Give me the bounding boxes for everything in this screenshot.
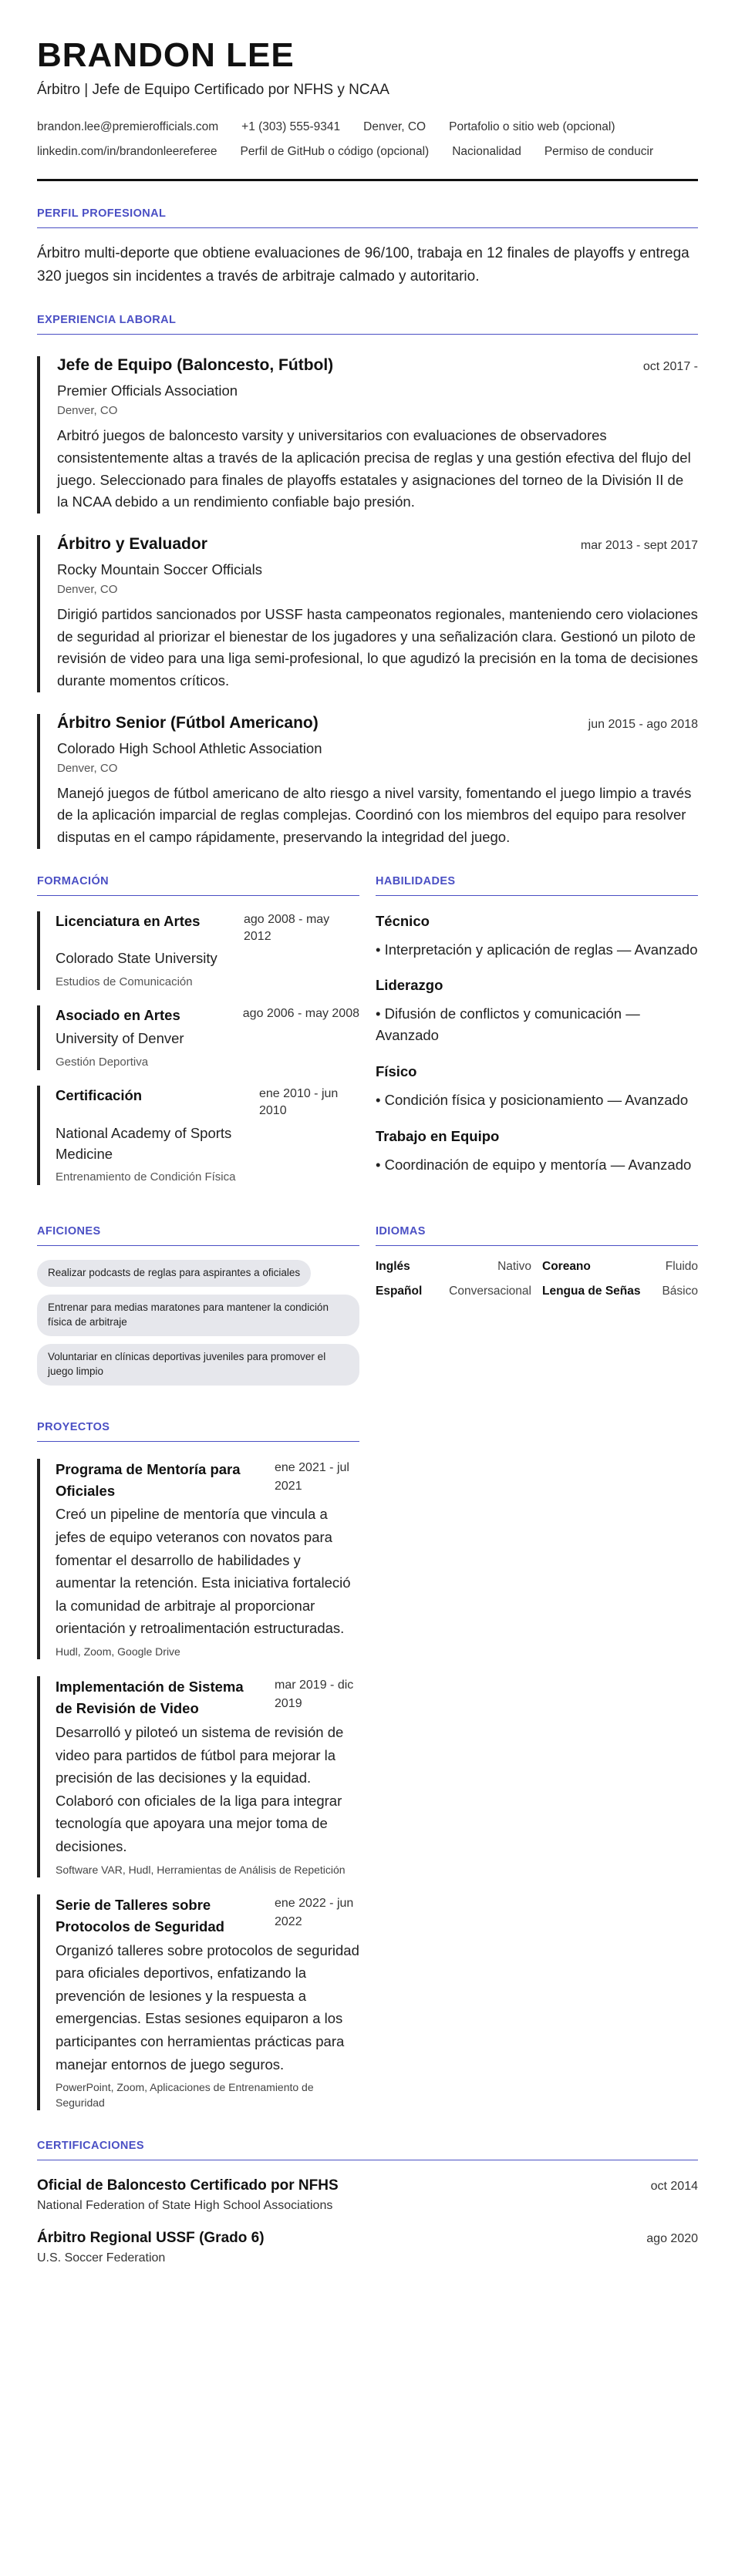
project-date: mar 2019 - dic 2019 xyxy=(275,1679,354,1711)
skill-item: • Condición física y posicionamiento — Avanzado xyxy=(376,1091,689,1108)
skill-category: Liderazgo xyxy=(376,977,443,994)
resume-header xyxy=(37,37,698,181)
institution-name: National Academy of Sports Medicine xyxy=(56,1124,232,1162)
experience-entry xyxy=(37,535,698,692)
skill-group xyxy=(376,913,698,961)
project-date: ene 2022 - jun 2022 xyxy=(275,1897,354,1929)
job-title: Jefe de Equipo (Baloncesto, Fútbol) xyxy=(57,356,334,375)
institution-name: Colorado State University xyxy=(56,950,217,967)
experience-entry xyxy=(37,356,698,514)
project-description: Organizó talleres sobre protocolos de seguridad para oficiales deportivos, enfatizando la prevención de lesiones y la respuesta a emergencias. Estas sesiones equiparon a los participantes con herramientas prácticas para manejar entornos de juego seguros. xyxy=(56,1941,359,2073)
skill-group xyxy=(376,1063,698,1111)
contact-linkedin[interactable]: linkedin.com/in/brandonleereferee xyxy=(37,145,217,159)
hobby-tag: Voluntariar en clínicas deportivas juveniles para promover el juego limpio xyxy=(37,1344,359,1386)
job-organization: Colorado High School Athletic Association xyxy=(57,739,322,756)
contact-website[interactable]: Portafolio o sitio web (opcional) xyxy=(449,120,615,134)
job-organization: Rocky Mountain Soccer Officials xyxy=(57,561,262,577)
job-description: Dirigió partidos sancionados por USSF hasta campeonatos regionales, manteniendo cero violaciones de seguridad al priorizar el bienestar de los jugadores y una señalización clara. Gestionó un piloto de revisión de video para una liga semi-profesional, lo que agudizó la precisión en la toma de decisiones durante momentos críticos. xyxy=(57,605,698,689)
section-title: PERFIL PROFESIONAL xyxy=(37,207,698,228)
certification-issuer: National Federation of State High School Associations xyxy=(37,2199,333,2213)
education-entry xyxy=(37,1005,359,1070)
section-title: IDIOMAS xyxy=(376,1225,698,1246)
language-item xyxy=(542,1285,698,1298)
language-name: Lengua de Señas xyxy=(542,1285,641,1298)
job-location: Denver, CO xyxy=(57,404,118,418)
projects-row xyxy=(37,1421,698,2111)
project-name: Implementación de Sistema de Revisión de Video xyxy=(56,1679,244,1717)
project-entry xyxy=(37,1676,359,1877)
empty-column xyxy=(376,1421,698,2111)
project-tools: Software VAR, Hudl, Herramientas de Análisis de Repetición xyxy=(56,1863,346,1876)
certification-entry xyxy=(37,2177,698,2213)
skill-category: Trabajo en Equipo xyxy=(376,1127,500,1144)
language-level: Conversacional xyxy=(449,1285,531,1298)
job-description: Arbitró juegos de baloncesto varsity y universitarios con evaluaciones de observadores consistentemente altas a través de la aplicación precisa de reglas y una gestión efectiva del flujo del juego. Seleccionado para finales de playoffs estatales y asignaciones del torneo de la División II de la NCAA debido a un rendimiento confiable bajo presión. xyxy=(57,427,691,510)
language-item xyxy=(376,1285,531,1298)
education-date: ago 2006 - may 2008 xyxy=(242,1007,359,1021)
project-name: Programa de Mentoría para Oficiales xyxy=(56,1460,241,1499)
job-date: oct 2017 - xyxy=(642,360,698,374)
degree-title: Licenciatura en Artes xyxy=(56,912,201,929)
contact-list xyxy=(37,120,698,159)
projects-section xyxy=(37,1421,359,2111)
field-of-study: Gestión Deportiva xyxy=(56,1055,149,1069)
contact-github[interactable]: Perfil de GitHub o código (opcional) xyxy=(240,145,430,159)
certification-entry xyxy=(37,2230,698,2265)
experience-entry xyxy=(37,714,698,849)
candidate-name: BRANDON LEE xyxy=(37,36,295,74)
field-of-study: Estudios de Comunicación xyxy=(56,975,193,989)
job-description: Manejó juegos de fútbol americano de alto riesgo a nivel varsity, fomentando el juego limpio a través de la aplicación imparcial de reglas complejas. Coordinó con los miembros del equipo para resolver disputas en el campo rápidamente, preservando la integridad del juego. xyxy=(57,784,692,845)
project-description: Creó un pipeline de mentoría que vincula a jefes de equipo veteranos con novatos para fomentar el desarrollo de habilidades y aumentar la retención. Esta iniciativa fortaleció la comunidad de arbitraje al proporcionar orientación y retroalimentación estructuradas. xyxy=(56,1506,351,1637)
language-name: Español xyxy=(376,1285,423,1298)
language-level: Nativo xyxy=(497,1260,531,1274)
education-entry xyxy=(37,1086,359,1185)
certifications-section xyxy=(37,2140,698,2265)
project-name: Serie de Talleres sobre Protocolos de Seguridad xyxy=(56,1897,224,1935)
field-of-study: Entrenamiento de Condición Física xyxy=(56,1170,236,1184)
skills-section xyxy=(376,875,698,1186)
section-title: FORMACIÓN xyxy=(37,875,359,896)
job-location: Denver, CO xyxy=(57,582,118,596)
job-location: Denver, CO xyxy=(57,761,118,775)
skill-group xyxy=(376,1128,698,1176)
section-title: EXPERIENCIA LABORAL xyxy=(37,314,698,335)
language-level: Fluido xyxy=(665,1260,698,1274)
language-name: Inglés xyxy=(376,1260,410,1274)
skill-category: Técnico xyxy=(376,912,430,929)
hobbies-languages-row xyxy=(37,1225,698,1392)
experience-section xyxy=(37,314,698,848)
institution-name: University of Denver xyxy=(56,1030,184,1047)
language-item xyxy=(376,1260,531,1274)
certification-name: Árbitro Regional USSF (Grado 6) xyxy=(37,2230,265,2247)
project-entry xyxy=(37,1459,359,1660)
section-title: HABILIDADES xyxy=(376,875,698,896)
language-name: Coreano xyxy=(542,1260,591,1274)
job-date: jun 2015 - ago 2018 xyxy=(588,717,698,731)
job-organization: Premier Officials Association xyxy=(57,382,238,399)
hobbies-section xyxy=(37,1225,359,1392)
project-tools: PowerPoint, Zoom, Aplicaciones de Entrenamiento de Seguridad xyxy=(56,2081,314,2109)
education-date: ago 2008 - may 2012 xyxy=(244,912,330,944)
language-list xyxy=(376,1260,698,1298)
header-divider xyxy=(37,179,698,181)
contact-license: Permiso de conducir xyxy=(544,145,654,159)
project-description: Desarrolló y piloteó un sistema de revisión de video para partidos de fútbol para mejorar la precisión de las decisiones y la equidad. Colaboró con oficiales de la liga para integrar tecnología que apoyara una mejor toma de decisiones. xyxy=(56,1723,344,1854)
summary-text: Árbitro multi-deporte que obtiene evaluaciones de 96/100, trabaja en 12 finales de playoffs y entrega 320 juegos sin incidentes a través de arbitraje calmado y autoritario. xyxy=(37,245,689,285)
project-date: ene 2021 - jul 2021 xyxy=(275,1460,349,1493)
education-section xyxy=(37,875,359,1186)
project-entry xyxy=(37,1894,359,2110)
certification-date: ago 2020 xyxy=(646,2232,698,2246)
job-date: mar 2013 - sept 2017 xyxy=(580,538,698,552)
degree-title: Certificación xyxy=(56,1086,143,1103)
education-entry xyxy=(37,911,359,991)
contact-phone[interactable]: +1 (303) 555-9341 xyxy=(241,120,341,134)
contact-email[interactable]: brandon.lee@premierofficials.com xyxy=(37,120,219,134)
language-item xyxy=(542,1260,698,1274)
job-title: Árbitro Senior (Fútbol Americano) xyxy=(57,713,319,732)
certification-issuer: U.S. Soccer Federation xyxy=(37,2251,166,2265)
language-level: Básico xyxy=(662,1285,698,1298)
education-date: ene 2010 - jun 2010 xyxy=(259,1086,339,1118)
summary-section xyxy=(37,207,698,288)
degree-title: Asociado en Artes xyxy=(56,1007,180,1024)
certification-name: Oficial de Baloncesto Certificado por NFHS xyxy=(37,2177,339,2194)
hobby-tag: Realizar podcasts de reglas para aspirantes a oficiales xyxy=(37,1260,311,1287)
section-title: AFICIONES xyxy=(37,1225,359,1246)
skill-item: • Difusión de conflictos y comunicación — Avanzado xyxy=(376,1005,640,1044)
hobby-tag: Entrenar para medias maratones para mantener la condición física de arbitraje xyxy=(37,1295,359,1336)
certification-date: oct 2014 xyxy=(650,2180,698,2194)
contact-location: Denver, CO xyxy=(363,120,427,134)
section-title: PROYECTOS xyxy=(37,1421,359,1442)
skill-group xyxy=(376,977,698,1046)
languages-section xyxy=(376,1225,698,1392)
education-skills-row xyxy=(37,875,698,1186)
section-title: CERTIFICACIONES xyxy=(37,2140,698,2160)
job-title: Árbitro y Evaluador xyxy=(57,534,207,553)
skill-item: • Interpretación y aplicación de reglas — Avanzado xyxy=(376,941,698,958)
skill-category: Físico xyxy=(376,1062,417,1079)
candidate-headline: Árbitro | Jefe de Equipo Certificado por NFHS y NCAA xyxy=(37,82,389,99)
skill-item: • Coordinación de equipo y mentoría — Avanzado xyxy=(376,1156,692,1173)
contact-nationality: Nacionalidad xyxy=(452,145,521,159)
project-tools: Hudl, Zoom, Google Drive xyxy=(56,1645,180,1658)
hobby-list xyxy=(37,1260,359,1385)
